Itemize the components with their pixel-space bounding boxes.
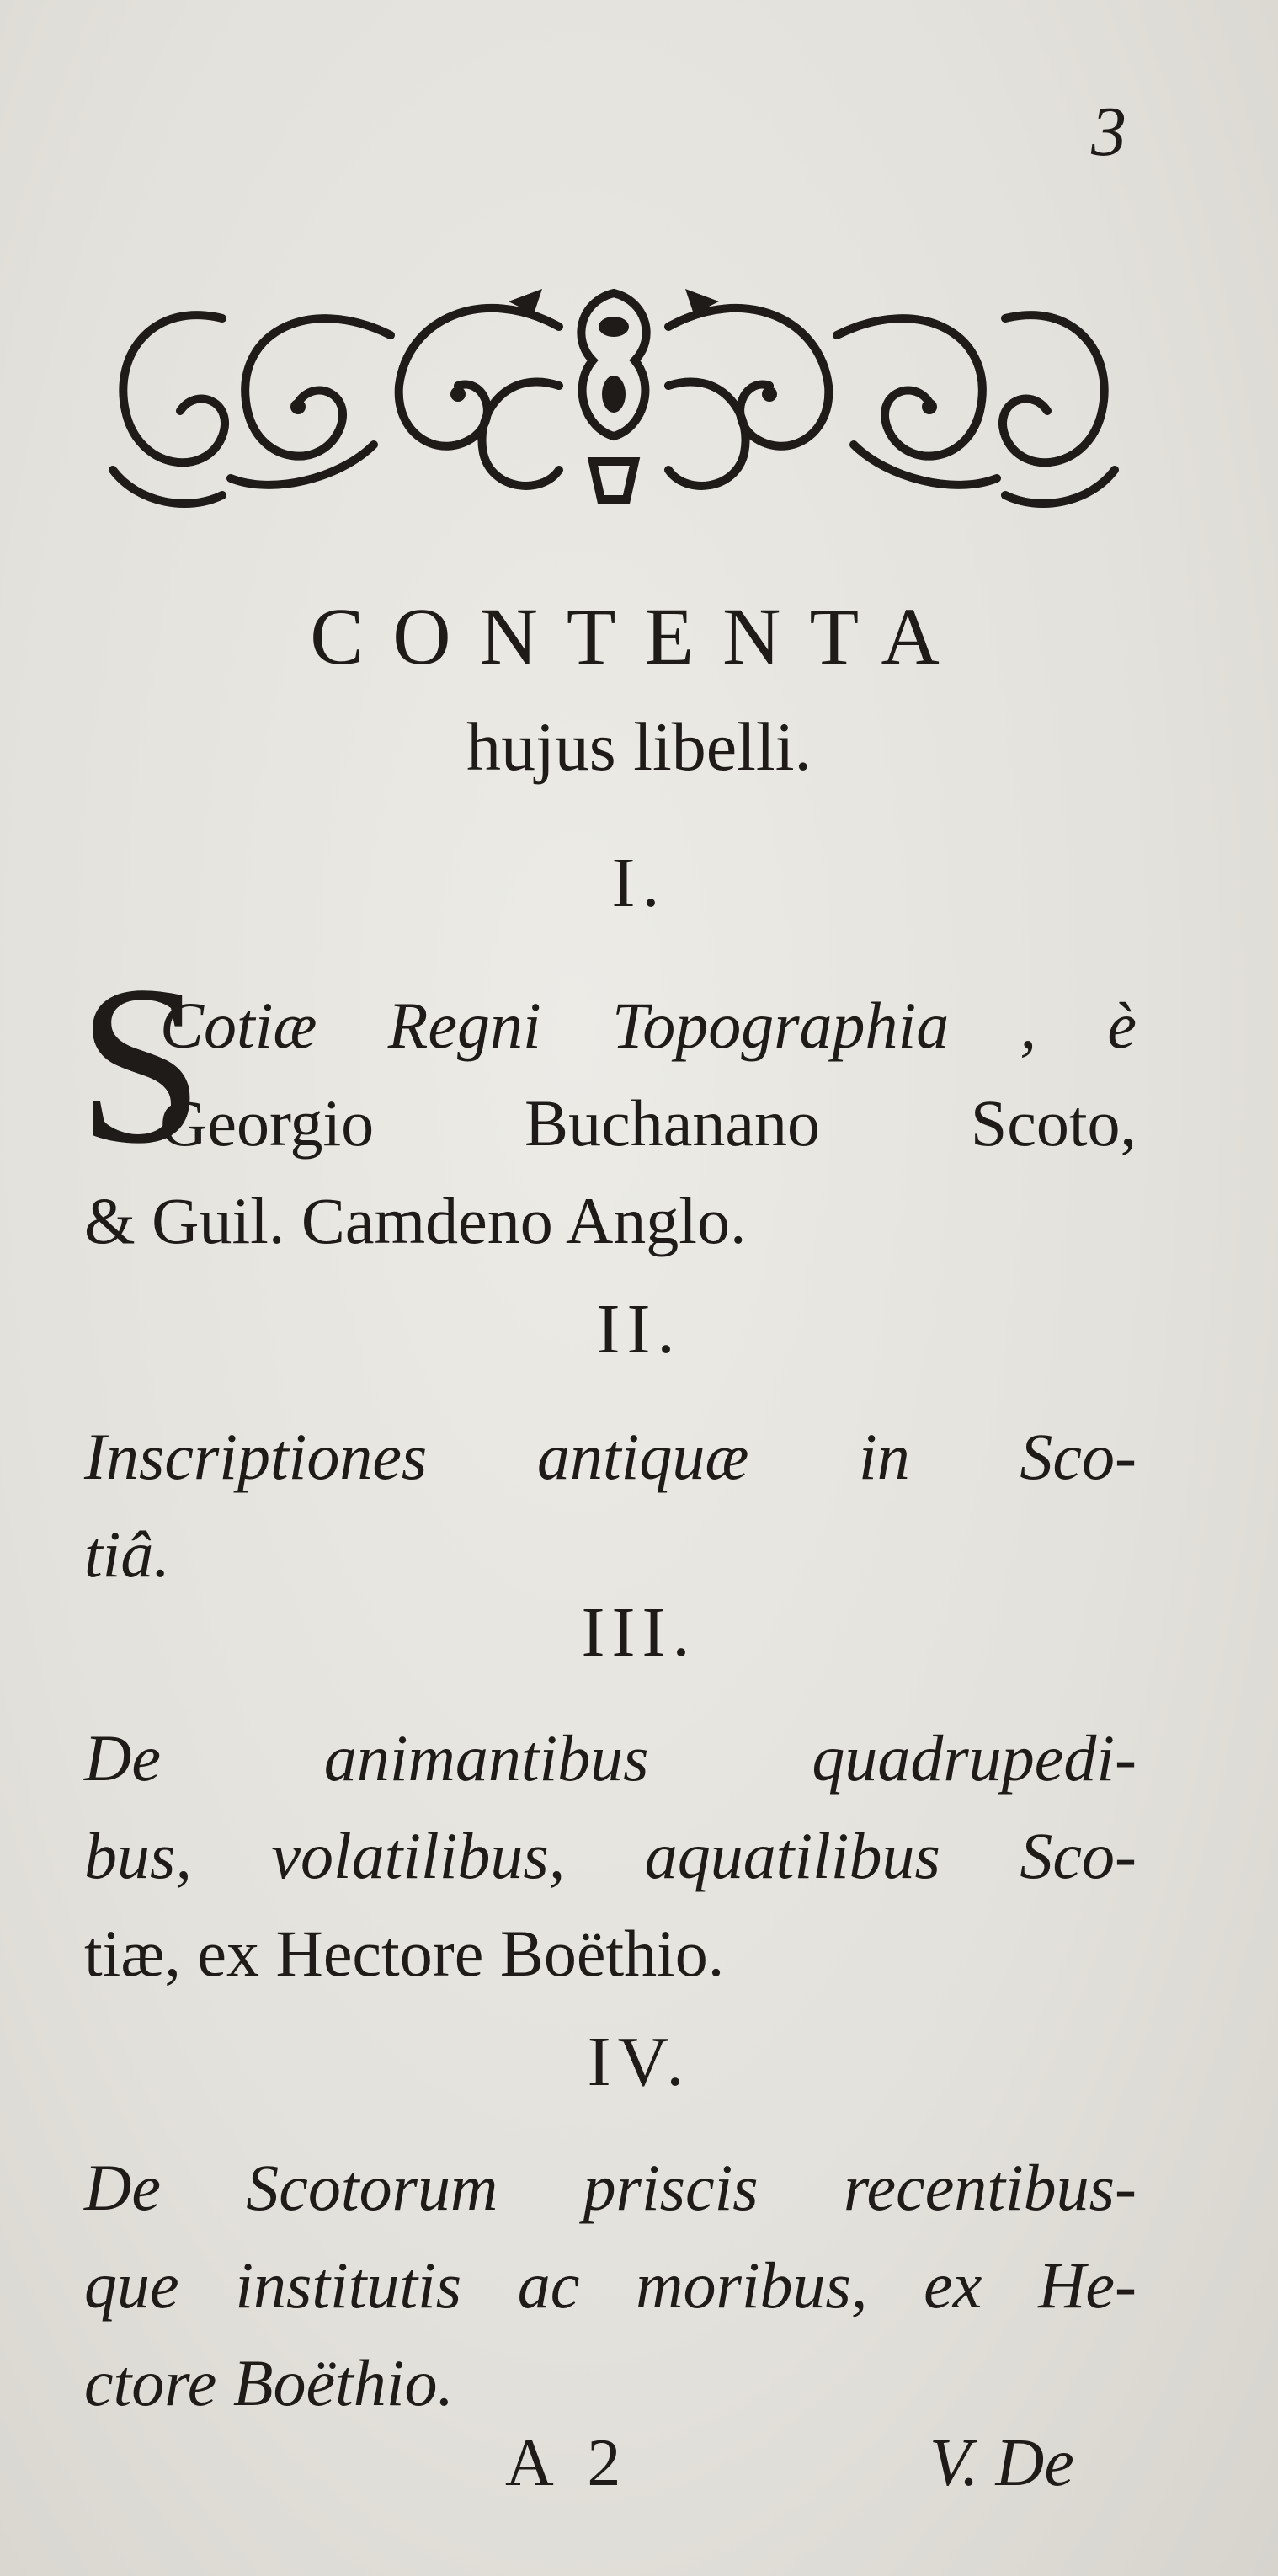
section-numeral-4: IV. <box>587 2023 691 2101</box>
entry-line: Inscriptiones antiquæ in Sco- <box>84 1420 1137 1493</box>
entry-line: bus, volatilibus, aquatilibus Sco- <box>84 1819 1137 1892</box>
entry-line: De Scotorum priscis recentibus- <box>84 2151 1137 2224</box>
contents-heading: CONTENTA <box>310 591 968 681</box>
section-entry-1 <box>84 977 1137 1270</box>
headpiece-ornament-icon <box>88 268 1140 520</box>
entry-line: Cotiæ Regni Topographia , è <box>160 989 1137 1062</box>
section-numeral-3: III. <box>581 1593 697 1672</box>
section-entry-3 <box>84 1709 1137 2003</box>
entry-line: que institutis ac moribus, ex He- <box>84 2248 1137 2322</box>
entry-line: tiâ. <box>84 1517 170 1591</box>
section-entry-2 <box>84 1408 1137 1603</box>
drop-cap: S <box>77 939 205 1191</box>
entry-line: De animantibus quadrupedi- <box>84 1721 1137 1795</box>
entry-line: Georgio Buchanano Scoto, <box>160 1086 1137 1160</box>
entry-line: & Guil. Camdeno Anglo. <box>84 1184 747 1257</box>
contents-subheading: hujus libelli. <box>466 708 812 785</box>
section-numeral-1: I. <box>611 844 667 922</box>
catchword: V. De <box>929 2426 1074 2500</box>
section-numeral-2: II. <box>596 1290 682 1368</box>
section-entry-4 <box>84 2139 1137 2432</box>
entry-line: tiæ, ex Hectore Boëthio. <box>84 1917 725 1990</box>
signature-mark: A 2 <box>505 2426 631 2500</box>
page-number: 3 <box>1091 93 1126 171</box>
entry-line: ctore Boëthio. <box>84 2346 454 2419</box>
